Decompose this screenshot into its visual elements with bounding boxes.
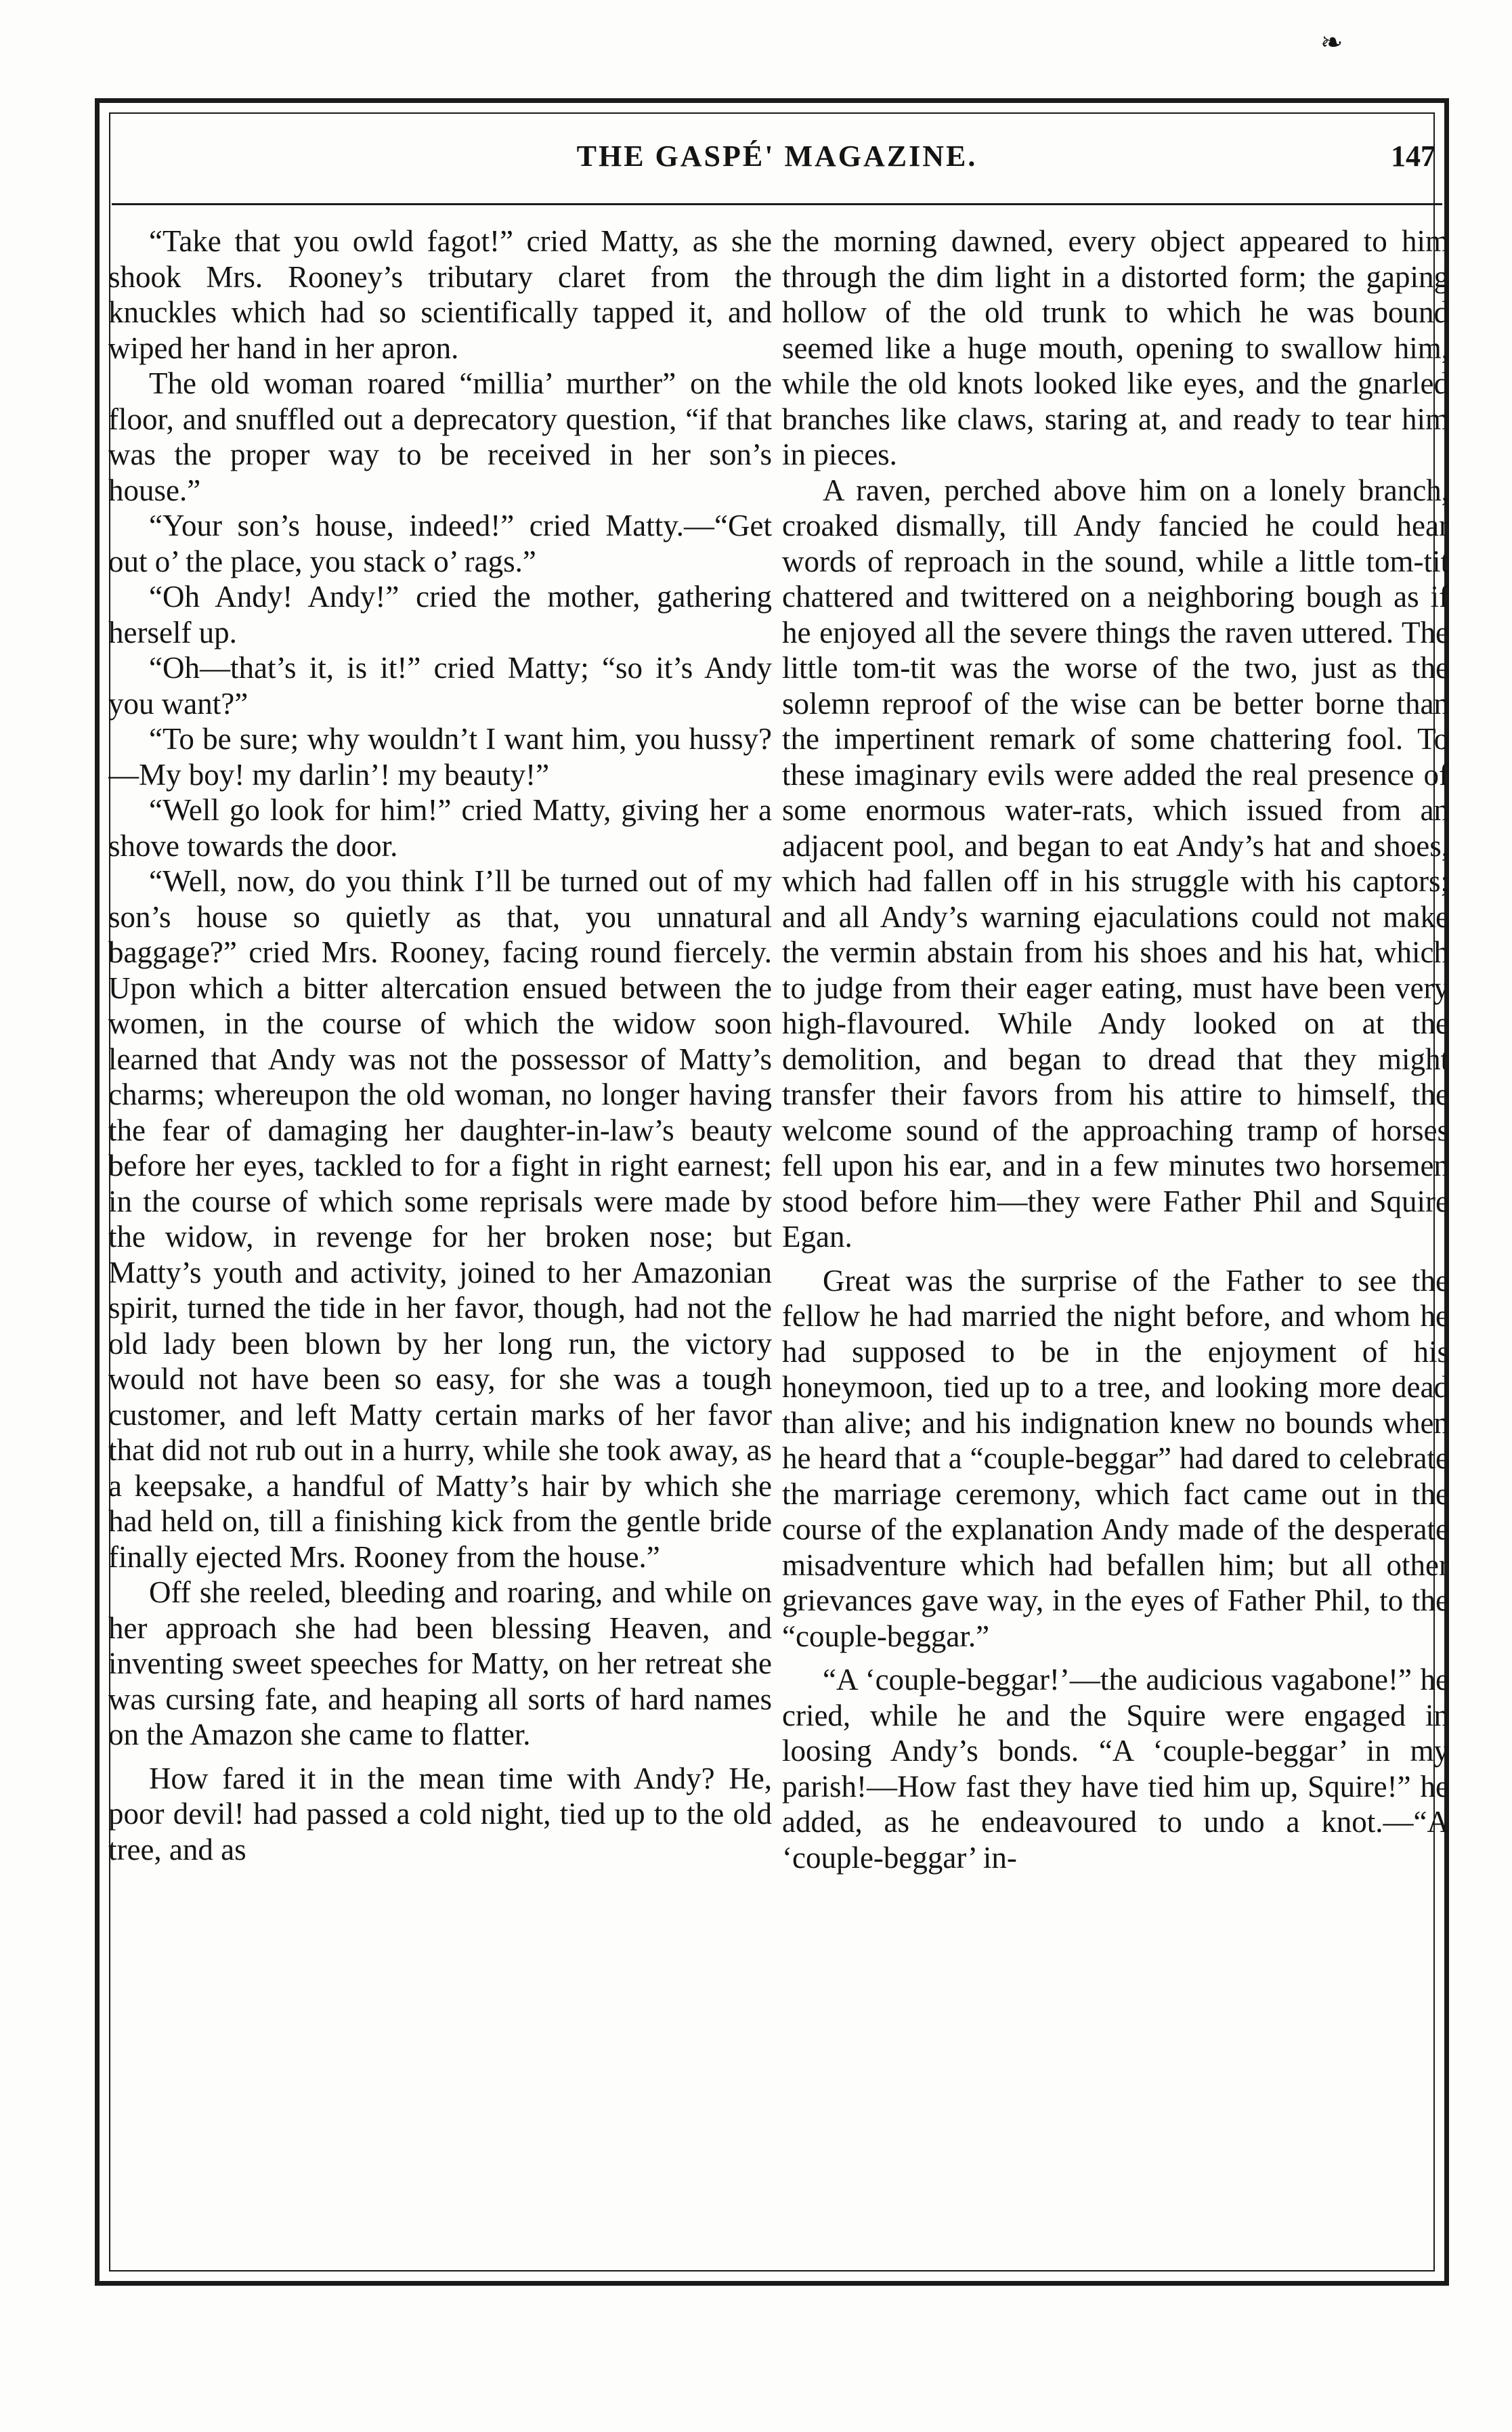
header-rule xyxy=(112,203,1442,205)
paragraph: A raven, perched above him on a lonely branch, croaked dismally, till Andy fancied he could hear words of reproach in the sound, while a little tom-tit chattered and twittered on a neighboring bough as if he enjoyed all the severe things the raven uttered. The little tom-tit was the worse of the two, just as the solemn reproof of the wise can be better borne than the impertinent remark of some chattering fool. To these imaginary evils were added the real presence of some enormous water-rats, which issued from an adjacent pool, and began to eat Andy’s hat and shoes, which had fallen off in his struggle with his captors; and all Andy’s warning ejaculations could not make the vermin abstain from his shoes and his hat, which to judge from their eager eating, must have been very high-flavoured. While Andy looked on at the demolition, and began to dread that they might transfer their favors from his attire to himself, the welcome sound of the approaching tramp of horses fell upon his ear, and in a few minutes two horsemen stood before him—they were Father Phil and Squire Egan. xyxy=(782,473,1449,1254)
paragraph: the morning dawned, every object appeared to him through the dim light in a distorted form; the gaping hollow of the old trunk to which he was bound seemed like a huge mouth, opening to swallow him, while the old knots looked like eyes, and the gnarled branches like claws, staring at, and ready to tear him in pieces. xyxy=(782,224,1449,471)
running-header xyxy=(112,139,1442,186)
magazine-title: THE GASPÉ' MAGAZINE. xyxy=(576,140,978,173)
paragraph: “Well go look for him!” cried Matty, giving her a shove towards the door. xyxy=(108,793,772,863)
left-column xyxy=(108,223,772,2248)
right-column xyxy=(782,223,1449,2248)
paragraph: “Oh—that’s it, is it!” cried Matty; “so it’s Andy you want?” xyxy=(108,651,772,721)
paragraph: How fared it in the mean time with Andy? He, poor devil! had passed a cold night, tied up to the old tree, and as xyxy=(108,1761,772,1866)
paragraph: “To be sure; why wouldn’t I want him, you hussy?—My boy! my darlin’! my beauty!” xyxy=(108,722,772,792)
corner-ornament: ❧ xyxy=(1320,27,1343,58)
page-number: 147 xyxy=(1391,140,1435,173)
paragraph: “A ‘couple-beggar!’—the audicious vagabone!” he cried, while he and the Squire were engaged in loosing Andy’s bonds. “A ‘couple-beggar’ in my parish!—How fast they have tied him up, Squire!” he added, as he endeavoured to undo a knot.—“A ‘couple-beggar’ in- xyxy=(782,1663,1449,1875)
paragraph: Off she reeled, bleeding and roaring, and while on her approach she had been blessing Heaven, and inventing sweet speeches for Matty, on her retreat she was cursing fate, and heaping all sorts of hard names on the Amazon she came to flatter. xyxy=(108,1575,772,1751)
paragraph: The old woman roared “millia’ murther” on the floor, and snuffled out a deprecatory question, “if that was the proper way to be received in her son’s house.” xyxy=(108,366,772,507)
paragraph: “Take that you owld fagot!” cried Matty, as she shook Mrs. Rooney’s tributary claret from the knuckles which had so scientifically tapped it, and wiped her hand in her apron. xyxy=(108,224,772,365)
paragraph: Great was the surprise of the Father to see the fellow he had married the night before, and whom he had supposed to be in the enjoyment of his honeymoon, tied up to a tree, and looking more dead than alive; and his indignation knew no bounds when he heard that a “couple-beggar” had dared to celebrate the marriage ceremony, which fact came out in the course of the explanation Andy made of the desperate misadventure which had befallen him; but all other grievances gave way, in the eyes of Father Phil, to the “couple-beggar.” xyxy=(782,1263,1449,1653)
paragraph: “Your son’s house, indeed!” cried Matty.—“Get out o’ the place, you stack o’ rags.” xyxy=(108,509,772,578)
paragraph: “Oh Andy! Andy!” cried the mother, gathering herself up. xyxy=(108,580,772,649)
paragraph: “Well, now, do you think I’ll be turned out of my son’s house so quietly as that, you unnatural baggage?” cried Mrs. Rooney, facing round fiercely. Upon which a bitter altercation ensued between the women, in the course of which the widow soon learned that Andy was not the possessor of Matty’s charms; whereupon the old woman, no longer having the fear of damaging her daughter-in-law’s beauty before her eyes, tackled to for a fight in right earnest; in the course of which some reprisals were made by the widow, in revenge for her broken nose; but Matty’s youth and activity, joined to her Amazonian spirit, turned the tide in her favor, though, had not the old lady been blown by her long run, the victory would not have been so easy, for she was a tough customer, and left Matty certain marks of her favor that did not rub out in a hurry, while she took away, as a keepsake, a handful of Matty’s hair by which she had held on, till a finishing kick from the gentle bride finally ejected Mrs. Rooney from the house.” xyxy=(108,864,772,1574)
